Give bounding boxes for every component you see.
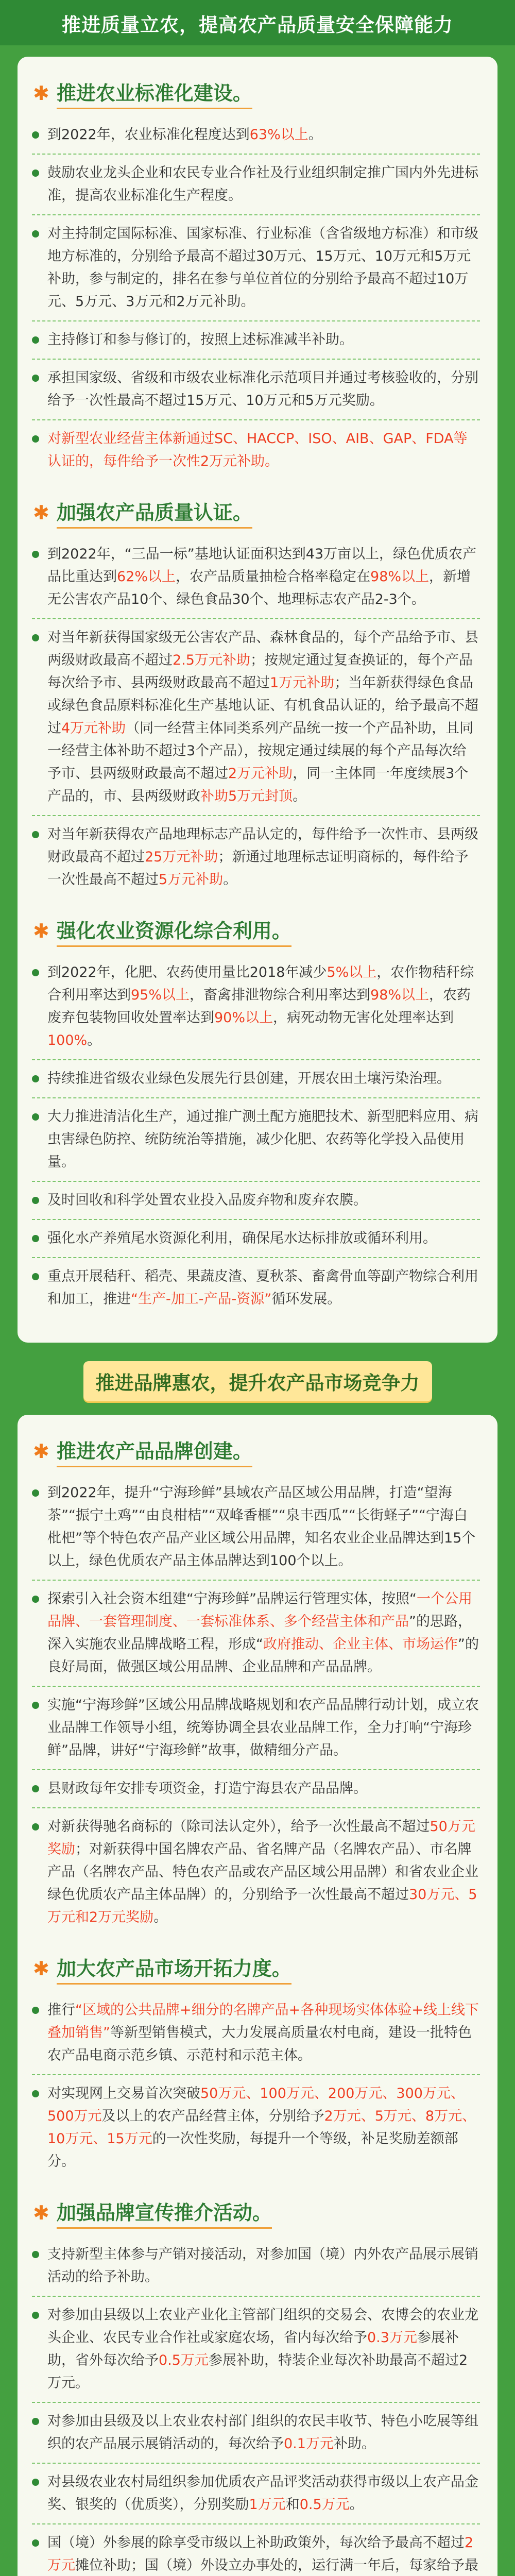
- body-text: 参展补助，特装企业每次补助最高不超过2万元。: [47, 2352, 468, 2391]
- list-item: [32, 215, 480, 321]
- list-item: [32, 1992, 480, 2075]
- list-item: [32, 1098, 480, 1182]
- bullet-dot-icon: [32, 230, 39, 238]
- item-text: [47, 428, 480, 473]
- bullet-dot-icon: [32, 2312, 39, 2319]
- body-text: 推行: [47, 2002, 75, 2018]
- bullet-dot-icon: [32, 2479, 39, 2486]
- body-text: 鼓励农业龙头企业和农民专业合作社及行业组织制定推广国内外先进标准，提高农业标准化生产程度。: [47, 165, 478, 204]
- subsection-title: ✱ 加大农产品市场开拓力度。: [32, 1945, 480, 1992]
- list-item: [32, 2075, 480, 2180]
- section-banner-brand: 推进品牌惠农，提升农产品市场竞争力: [83, 1361, 432, 1401]
- highlight-text: 50万元、100万元、200万元、300万元、500万元: [47, 2086, 465, 2124]
- star-icon: ✱: [33, 1957, 49, 1980]
- bullet-dot-icon: [32, 634, 39, 641]
- list-item: [32, 1258, 480, 1318]
- highlight-text: 62%以上: [117, 569, 176, 585]
- subsection-promotion: [32, 2190, 480, 2576]
- bullet-dot-icon: [32, 1702, 39, 1709]
- highlight-text: 2.5万元补助: [173, 652, 250, 668]
- body-text: 对县级农业农村局组织参加优质农产品评奖活动获得市级以上农产品金奖、银奖的（优质奖），分别奖励: [47, 2474, 478, 2513]
- list-item: [32, 1808, 480, 1936]
- bullet-dot-icon: [32, 1197, 39, 1204]
- body-text: 对新获得驰名商标的（除司法认定外），给予一次性最高不超过: [47, 1819, 430, 1835]
- body-text: 对实现网上交易首次突破: [47, 2086, 200, 2102]
- highlight-text: 0.5万元: [159, 2352, 209, 2368]
- body-text: 补助。: [333, 2436, 375, 2452]
- list-item: [32, 1182, 480, 1220]
- body-text: ，新增无公害农产品10个、绿色食品30个、地理标志农产品2-3个。: [47, 569, 471, 607]
- bullet-dot-icon: [32, 551, 39, 558]
- bullet-dot-icon: [32, 435, 39, 443]
- bullet-dot-icon: [32, 336, 39, 344]
- body-text: ；新通过地理标志证明商标的，每件给予一次性最高不超过: [47, 849, 469, 888]
- subsection-title: ✱ 推进农产品品牌创建。: [32, 1428, 480, 1475]
- item-text: [47, 2471, 480, 2516]
- item-text: [47, 2410, 480, 2455]
- bullet-dot-icon: [32, 2251, 39, 2258]
- body-text: 到2022年，农业标准化程度达到: [47, 127, 250, 143]
- list-item: [32, 155, 480, 215]
- subsection-standardization: [32, 70, 480, 480]
- list-item: [32, 2464, 480, 2524]
- highlight-text: 4万元补助: [61, 720, 126, 736]
- body-text: 探索引入社会资本组建“宁海珍鲜”品牌运行管理实体，按照“: [47, 1591, 417, 1607]
- highlight-text: “区域的公共品牌+细分的名牌产品+各种现场实体体验+线上线下叠加销售”: [47, 2002, 479, 2041]
- highlight-text: “生产-加工-产品-资源”: [131, 1291, 272, 1307]
- star-icon: ✱: [33, 920, 49, 942]
- body-text: ；当年新获得绿色食品或绿色食品原料标准化生产基地认证、有机食品认证的，给予最高不超过: [47, 675, 478, 736]
- bullet-dot-icon: [32, 1113, 39, 1121]
- bullet-dot-icon: [32, 831, 39, 838]
- item-text: [47, 1777, 367, 1800]
- bullet-dot-icon: [32, 375, 39, 382]
- body-text: 摊位补助；国（境）外设立办事处的，运行满一年后，每家给予最: [75, 2557, 478, 2573]
- highlight-text: 2万元: [47, 2535, 474, 2573]
- list-item: [32, 321, 480, 360]
- highlight-text: 0.1万元: [284, 2436, 334, 2452]
- subsection-market: [32, 1945, 480, 2180]
- list-item: [32, 2403, 480, 2464]
- subsection-brand-creation: [32, 1428, 480, 1936]
- bullet-dot-icon: [32, 1596, 39, 1603]
- list-item: [32, 420, 480, 480]
- body-text: ，同一主体同一年度续展3个产品的，市、县两级财政: [47, 766, 469, 804]
- body-text: 到2022年，化肥、农药使用量比2018年减少: [47, 964, 327, 980]
- body-text: 对参加由县级及以上农业农村部门组织的农民丰收节、特色小吃展等组织的农产品展示展销活动的，每次给予: [47, 2413, 478, 2452]
- body-text: 对参加由县级以上农业产业化主管部门组织的交易会、农博会的农业龙头企业、农民专业合作社或家庭农场，省内每次给予: [47, 2307, 478, 2346]
- highlight-text: 政府推动、企业主体、市场运作: [263, 1636, 458, 1652]
- body-text: 县财政每年安排专项资金，打造宁海县农产品品牌。: [47, 1781, 367, 1797]
- item-text: [47, 2532, 480, 2576]
- section-banner-quality: 推进质量立农，提高农产品质量安全保障能力: [0, 0, 515, 45]
- item-list: [32, 536, 480, 899]
- body-text: 。: [308, 127, 322, 143]
- tag-wrap: [0, 1361, 515, 1401]
- body-text: ，农作物秸秆综合利用率达到: [47, 964, 474, 1003]
- item-list: [32, 954, 480, 1318]
- highlight-text: 63%以上: [249, 127, 308, 143]
- item-text: [47, 1227, 437, 1250]
- item-text: [47, 1189, 367, 1212]
- body-text: 。: [153, 1909, 168, 1925]
- bullet-dot-icon: [32, 2539, 39, 2547]
- item-text: [47, 124, 322, 146]
- item-text: [47, 1482, 480, 1572]
- bullet-dot-icon: [32, 1273, 39, 1280]
- item-text: [47, 2082, 480, 2173]
- list-item: [32, 536, 480, 619]
- body-text: 到2022年，提升“宁海珍鲜”县域农产品区域公用品牌，打造“望海茶”“振宁土鸡”“由良柑桔”“双峰香榧”“泉丰西瓜”“长街蛏子”“宁海白枇杷”等个特色农产品产业区域公用品牌，知名农业企业品牌达到15个以上，绿色优质农产品主体品牌达到100个以上。: [47, 1485, 476, 1569]
- item-text: [47, 1265, 480, 1311]
- list-item: [32, 1687, 480, 1770]
- body-text: 持续推进省级农业绿色发展先行县创建，开展农田土壤污染治理。: [47, 1071, 451, 1087]
- body-text: ；对新获得中国名牌农产品、省名牌产品（名牌农产品）、市名牌产品（名牌农产品、特色农产品或农产品区域公用品牌）和省农业企业绿色优质农产品主体品牌）的，分别给予一次性最高不超过: [47, 1841, 478, 1903]
- highlight-text: 98%以上: [370, 569, 430, 585]
- bullet-dot-icon: [32, 2090, 39, 2097]
- item-text: [47, 1106, 480, 1174]
- list-item: [32, 1581, 480, 1687]
- item-text: [47, 1999, 480, 2067]
- body-text: 支持新型主体参与产销对接活动，对参加国（境）内外农产品展示展销活动的给予补助。: [47, 2246, 478, 2285]
- highlight-text: 一个公用品牌、一套管理制度、一套标准体系、多个经营主体和产品: [47, 1591, 472, 1630]
- body-text: 对主持制定国际标准、国家标准、行业标准（含省级地方标准）和市级地方标准的，分别给予最高不超过30万元、15万元、10万元和5万元补助，参与制定的，排名在参与单位首位的分别给予最高不超过10万元、5万元、3万元和2万元补助。: [47, 226, 478, 310]
- item-text: [47, 2304, 480, 2395]
- item-text: [47, 1816, 480, 1929]
- list-item: [32, 116, 480, 155]
- item-text: [47, 367, 480, 412]
- item-text: [47, 1067, 451, 1090]
- star-icon: ✱: [33, 82, 49, 105]
- subsection-resources: [32, 908, 480, 1318]
- item-text: [47, 223, 480, 313]
- subsection-title: ✱ 强化农业资源化综合利用。: [32, 908, 480, 954]
- bullet-dot-icon: [32, 170, 39, 177]
- highlight-text: 0.3万元: [367, 2330, 417, 2346]
- bullet-dot-icon: [32, 1235, 39, 1242]
- subsection-title: ✱ 加强品牌宣传推介活动。: [32, 2190, 480, 2236]
- highlight-text: 2万元补助: [228, 766, 293, 782]
- bullet-dot-icon: [32, 131, 39, 139]
- highlight-text: 100%: [47, 1032, 88, 1048]
- body-text: 到2022年，“三品一标”基地认证面积达到43万亩以上，绿色优质农产品比重达到: [47, 546, 477, 585]
- item-list: [32, 1475, 480, 1936]
- body-text: ；按规定通过复查换证的，每个产品每次给予市、县两级财政最高不超过: [47, 652, 473, 691]
- body-text: 重点开展秸秆、稻壳、果蔬皮渣、夏秋茶、畜禽骨血等副产物综合利用和加工，推进: [47, 1268, 478, 1307]
- panel-brand: [18, 1415, 497, 2576]
- body-text: 承担国家级、省级和市级农业标准化示范项目并通过考核验收的，分别给予一次性最高不超过15万元、10万元和5万元奖励。: [47, 370, 478, 409]
- body-text: ，农产品质量抽检合格率稳定在: [176, 569, 371, 585]
- highlight-text: 补助5万元封顶: [200, 788, 293, 804]
- body-text: 。: [293, 788, 307, 804]
- bullet-dot-icon: [32, 1823, 39, 1831]
- list-item: [32, 1060, 480, 1098]
- item-list: [32, 116, 480, 480]
- body-text: 主持修订和参与修订的，按照上述标准减半补助。: [47, 332, 353, 348]
- star-icon: ✱: [33, 2201, 49, 2224]
- highlight-text: 50万元奖励: [47, 1819, 475, 1857]
- subsection-certification: [32, 489, 480, 899]
- item-text: [47, 961, 480, 1052]
- list-item: [32, 1475, 480, 1581]
- body-text: ，畜禽排泄物综合利用率达到: [190, 987, 371, 1003]
- body-text: 。: [223, 872, 237, 888]
- body-text: 及以上的农产品经营主体，分别给予: [101, 2108, 324, 2124]
- item-text: [47, 626, 480, 808]
- item-text: [47, 1588, 480, 1679]
- list-item: [32, 816, 480, 899]
- item-text: [47, 823, 480, 891]
- highlight-text: 5%以上: [327, 964, 377, 980]
- list-item: [32, 2297, 480, 2403]
- body-text: 对当年新获得农产品地理标志产品认定的，每件给予一次性市、县两级财政最高不超过: [47, 826, 478, 865]
- body-text: 的一次性奖励，每提升一个等级，补足奖励差额部分。: [47, 2131, 458, 2170]
- item-text: [47, 543, 480, 611]
- body-text: 实施“宁海珍鲜”区域公用品牌战略规划和农产品品牌行动计划，成立农业品牌工作领导小组，统筹协调全县农业品牌工作，全力打响“宁海珍鲜”品牌，讲好“宁海珍鲜”故事，做精细分产品。: [47, 1697, 479, 1758]
- bullet-dot-icon: [32, 1785, 39, 1792]
- list-item: [32, 2236, 480, 2297]
- list-item: [32, 360, 480, 420]
- body-text: 国（境）外参展的除享受市级以上补助政策外，每次给予最高不超过: [47, 2535, 465, 2551]
- highlight-text: 1万元: [249, 2497, 286, 2513]
- body-text: 等新型销售模式，大力发展高质量农村电商，建设一批特色农产品电商示范乡镇、示范村和示范主体。: [47, 2025, 472, 2063]
- bullet-dot-icon: [32, 1075, 39, 1082]
- bullet-dot-icon: [32, 1489, 39, 1497]
- list-item: [32, 2524, 480, 2576]
- panel-quality: [18, 57, 497, 1343]
- body-text: 循环发展。: [271, 1291, 341, 1307]
- bullet-dot-icon: [32, 2418, 39, 2425]
- body-text: 和: [285, 2497, 300, 2513]
- highlight-text: 0.5万元: [299, 2497, 350, 2513]
- highlight-text: 对新型农业经营主体新通过SC、HACCP、ISO、AIB、GAP、FDA等认证的，每件给予一次性2万元补助。: [47, 431, 468, 469]
- body-text: ”的思路，深入实施农业品牌战略工程，形成“: [47, 1614, 472, 1652]
- body-text: 及时回收和科学处置农业投入品废弃物和废弃农膜。: [47, 1192, 367, 1208]
- body-text: （同一经营主体同类系列产品统一按一个产品补助，且同一经营主体补助不超过3个产品），按规定通过续展的每个产品每次给予市、县两级财政最高不超过: [47, 720, 474, 782]
- subsection-title: ✱ 加强农产品质量认证。: [32, 489, 480, 536]
- list-item: [32, 1770, 480, 1808]
- list-item: [32, 954, 480, 1060]
- highlight-text: 30万元、5万元和2万元奖励: [47, 1887, 477, 1925]
- highlight-text: 2万元、5万元、8万元、10万元、15万元: [47, 2108, 476, 2147]
- star-icon: ✱: [33, 501, 49, 524]
- body-text: 。: [87, 1032, 101, 1048]
- highlight-text: 98%以上: [370, 987, 430, 1003]
- star-icon: ✱: [33, 1440, 49, 1463]
- body-text: ，病死动物无害化处理率达到: [273, 1010, 454, 1026]
- body-text: ，农药废弃包装物回收处置率达到: [47, 987, 471, 1026]
- subsection-title: ✱ 推进农业标准化建设。: [32, 70, 480, 116]
- body-text: ”的良好局面，做强区域公用品牌、企业品牌和产品品牌。: [47, 1636, 479, 1675]
- item-list: [32, 2236, 480, 2576]
- item-text: [47, 2243, 480, 2289]
- body-text: 参展补助，省外每次给予: [47, 2330, 459, 2368]
- bullet-dot-icon: [32, 969, 39, 976]
- item-text: [47, 329, 353, 351]
- item-text: [47, 1694, 480, 1762]
- highlight-text: 90%以上: [214, 1010, 273, 1026]
- bullet-dot-icon: [32, 2007, 39, 2014]
- item-list: [32, 1992, 480, 2180]
- item-text: [47, 162, 480, 207]
- highlight-text: 95%以上: [131, 987, 190, 1003]
- body-text: 强化水产养殖尾水资源化利用，确保尾水达标排放或循环利用。: [47, 1230, 437, 1246]
- body-text: 大力推进清洁化生产，通过推广测土配方施肥技术、新型肥料应用、病虫害绿色防控、统防统治等措施，减少化肥、农药等化学投入品使用量。: [47, 1109, 478, 1170]
- list-item: [32, 1220, 480, 1258]
- list-item: [32, 619, 480, 816]
- highlight-text: 25万元补助: [145, 849, 218, 865]
- body-text: 对当年新获得国家级无公害农产品、森林食品的，每个产品给予市、县两级财政最高不超过: [47, 630, 478, 668]
- highlight-text: 1万元补助: [270, 675, 335, 691]
- highlight-text: 5万元补助: [159, 872, 224, 888]
- body-text: 。: [349, 2497, 364, 2513]
